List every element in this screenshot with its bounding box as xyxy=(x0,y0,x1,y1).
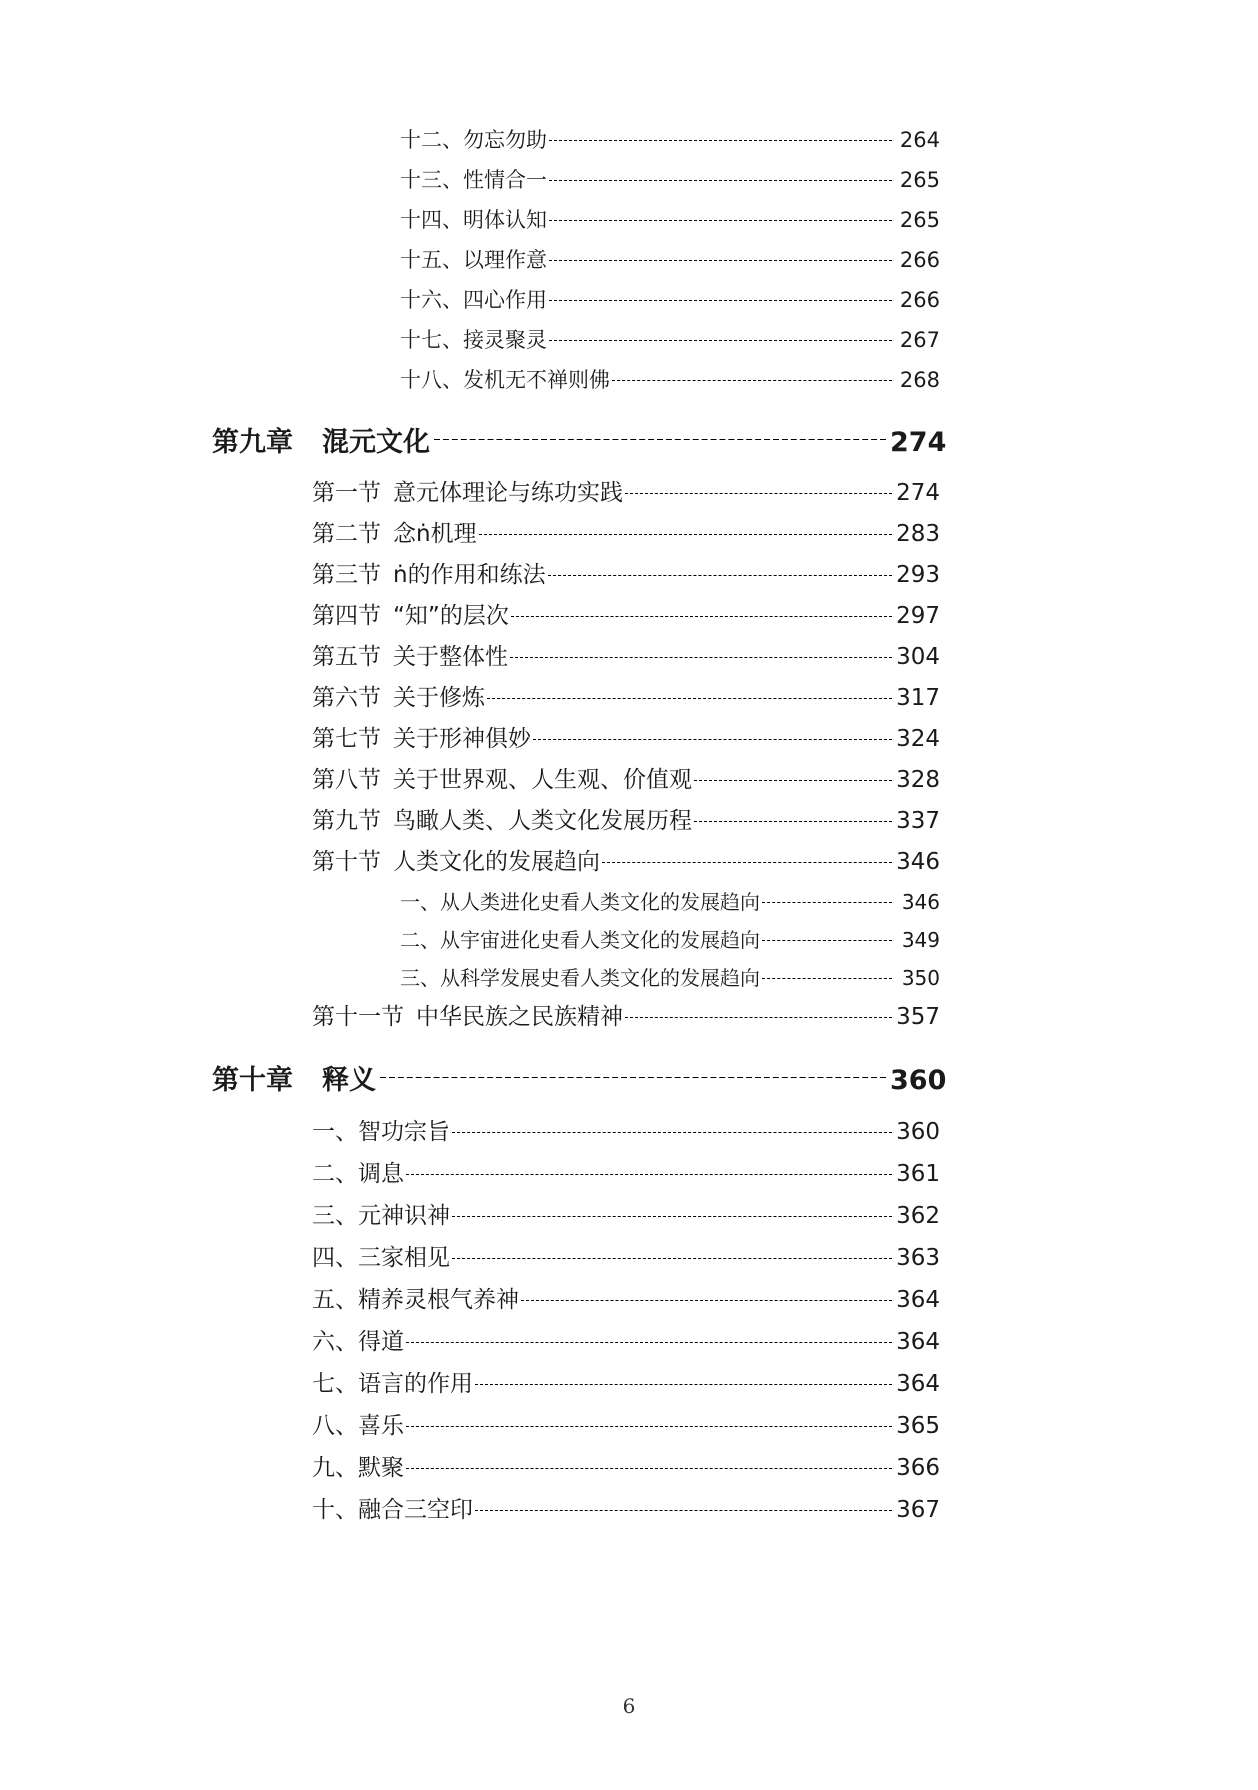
dot-leader xyxy=(625,493,892,494)
section-page: 304 xyxy=(896,644,940,670)
toc-entry[interactable] xyxy=(312,1489,940,1531)
section-number: 第一节 xyxy=(312,480,381,506)
section-number: 第十一节 xyxy=(312,1004,404,1030)
section-label: 关于整体性 xyxy=(393,644,508,670)
dot-leader xyxy=(549,260,892,261)
toc-entry-label: 二、从宇宙进化史看人类文化的发展趋向 xyxy=(400,928,760,952)
section-number: 第四节 xyxy=(312,603,381,629)
dot-leader xyxy=(602,862,892,863)
section-label: 关于形神俱妙 xyxy=(393,726,531,752)
dot-leader xyxy=(475,1510,892,1511)
toc-entry[interactable] xyxy=(312,1279,940,1321)
section-label: 中华民族之民族精神 xyxy=(416,1004,623,1030)
dot-leader xyxy=(406,1174,892,1175)
toc-entry-label: 十、融合三空印 xyxy=(312,1496,473,1523)
dot-leader xyxy=(549,220,892,221)
chapter-page: 274 xyxy=(890,427,947,458)
chapter-title: 混元文化 xyxy=(322,427,430,458)
toc-entry-page: 365 xyxy=(896,1412,940,1439)
toc-entry-page: 265 xyxy=(899,167,940,192)
dot-leader xyxy=(452,1132,892,1133)
toc-entry[interactable] xyxy=(400,320,940,360)
toc-entry-label: 十二、勿忘勿助 xyxy=(400,127,547,152)
section-page: 328 xyxy=(896,767,940,793)
dot-leader xyxy=(533,739,892,740)
dot-leader xyxy=(380,1077,886,1078)
toc-entry-label: 三、元神识神 xyxy=(312,1202,450,1229)
section-page: 324 xyxy=(896,726,940,752)
dot-leader xyxy=(694,780,892,781)
toc-section[interactable] xyxy=(312,997,940,1038)
dot-leader xyxy=(452,1216,892,1217)
section-label: 关于世界观、人生观、价值观 xyxy=(393,767,692,793)
toc-entry-label: 一、智功宗旨 xyxy=(312,1118,450,1145)
chapter-title: 释义 xyxy=(322,1065,376,1096)
section-number: 第二节 xyxy=(312,521,381,547)
toc-section[interactable] xyxy=(312,637,940,678)
toc-entry-page: 366 xyxy=(896,1454,940,1481)
dot-leader xyxy=(612,380,892,381)
dot-leader xyxy=(511,616,892,617)
toc-entry[interactable] xyxy=(312,1363,940,1405)
toc-entry[interactable] xyxy=(400,240,940,280)
toc-entry[interactable] xyxy=(400,160,940,200)
dot-leader xyxy=(434,439,886,440)
toc-entry-label: 十四、明体认知 xyxy=(400,207,547,232)
toc-entry[interactable] xyxy=(312,1153,940,1195)
section-label: ṅ的作用和练法 xyxy=(393,562,546,588)
toc-entry-page: 267 xyxy=(899,327,940,352)
section-number: 第五节 xyxy=(312,644,381,670)
dot-leader xyxy=(406,1468,892,1469)
toc-entry[interactable] xyxy=(312,1195,940,1237)
toc-entry-label: 十六、四心作用 xyxy=(400,287,547,312)
dot-leader xyxy=(406,1342,892,1343)
dot-leader xyxy=(625,1017,892,1018)
toc-entry-label: 八、喜乐 xyxy=(312,1412,404,1439)
toc-entry-label: 七、语言的作用 xyxy=(312,1370,473,1397)
toc-entry-page: 346 xyxy=(901,890,940,914)
toc-entry-page: 364 xyxy=(896,1328,940,1355)
toc-entry-label: 十七、接灵聚灵 xyxy=(400,327,547,352)
toc-entry[interactable] xyxy=(400,120,940,160)
toc-entry-label: 十五、以理作意 xyxy=(400,247,547,272)
toc-entry[interactable] xyxy=(400,959,940,997)
toc-entry[interactable] xyxy=(400,921,940,959)
table-of-contents xyxy=(0,120,1258,1531)
toc-entry[interactable] xyxy=(400,200,940,240)
dot-leader xyxy=(487,698,892,699)
section-page: 346 xyxy=(896,849,940,875)
section-label: 鸟瞰人类、人类文化发展历程 xyxy=(393,808,692,834)
section-page: 293 xyxy=(896,562,940,588)
toc-chapter-9[interactable] xyxy=(212,400,947,473)
toc-section[interactable] xyxy=(312,555,940,596)
dot-leader xyxy=(475,1384,892,1385)
section-page: 297 xyxy=(896,603,940,629)
section-number: 第九节 xyxy=(312,808,381,834)
toc-entry[interactable] xyxy=(400,883,940,921)
toc-entry-page: 363 xyxy=(896,1244,940,1271)
toc-section[interactable] xyxy=(312,719,940,760)
toc-entry-page: 350 xyxy=(901,966,940,990)
toc-entry[interactable] xyxy=(312,1111,940,1153)
toc-entry-page: 362 xyxy=(896,1202,940,1229)
toc-entry-page: 361 xyxy=(896,1160,940,1187)
section-page: 357 xyxy=(896,1004,940,1030)
section-label: 意元体理论与练功实践 xyxy=(393,480,623,506)
toc-entry-label: 四、三家相见 xyxy=(312,1244,450,1271)
chapter-number: 第九章 xyxy=(212,427,293,458)
dot-leader xyxy=(549,180,892,181)
toc-entry-page: 364 xyxy=(896,1286,940,1313)
toc-section[interactable] xyxy=(312,801,940,842)
section-page: 274 xyxy=(896,480,940,506)
dot-leader xyxy=(510,657,892,658)
chapter-number: 第十章 xyxy=(212,1065,293,1096)
dot-leader xyxy=(548,575,892,576)
toc-entry[interactable] xyxy=(400,280,940,320)
section-number: 第十节 xyxy=(312,849,381,875)
page-number: 6 xyxy=(622,1694,636,1718)
section-label: 念ṅ机理 xyxy=(393,521,477,547)
toc-entry-page: 268 xyxy=(899,367,940,392)
toc-section[interactable] xyxy=(312,596,940,637)
dot-leader xyxy=(549,340,892,341)
toc-section[interactable] xyxy=(312,760,940,801)
section-page: 337 xyxy=(896,808,940,834)
toc-section[interactable] xyxy=(312,842,940,883)
toc-entry-label: 三、从科学发展史看人类文化的发展趋向 xyxy=(400,966,760,990)
toc-entry-page: 349 xyxy=(901,928,940,952)
toc-entry-page: 266 xyxy=(899,247,940,272)
toc-entry[interactable] xyxy=(400,360,940,400)
toc-entry-label: 二、调息 xyxy=(312,1160,404,1187)
dot-leader xyxy=(549,300,892,301)
dot-leader xyxy=(549,140,892,141)
dot-leader xyxy=(762,940,892,941)
toc-entry-page: 364 xyxy=(896,1370,940,1397)
toc-entry-page: 265 xyxy=(899,207,940,232)
section-number: 第六节 xyxy=(312,685,381,711)
toc-section[interactable] xyxy=(312,678,940,719)
dot-leader xyxy=(452,1258,892,1259)
toc-entry[interactable] xyxy=(312,1321,940,1363)
chapter-page: 360 xyxy=(890,1065,947,1096)
toc-entry-page: 264 xyxy=(899,127,940,152)
section-label: “知”的层次 xyxy=(393,603,509,629)
toc-entry-page: 266 xyxy=(899,287,940,312)
toc-section[interactable] xyxy=(312,514,940,555)
dot-leader xyxy=(694,821,892,822)
toc-chapter-10[interactable] xyxy=(212,1038,947,1111)
section-page: 317 xyxy=(896,685,940,711)
dot-leader xyxy=(479,534,892,535)
toc-section[interactable] xyxy=(312,473,940,514)
section-page: 283 xyxy=(896,521,940,547)
section-number: 第八节 xyxy=(312,767,381,793)
dot-leader xyxy=(762,978,892,979)
section-label: 人类文化的发展趋向 xyxy=(393,849,600,875)
toc-entry[interactable] xyxy=(312,1447,940,1489)
toc-entry[interactable] xyxy=(312,1237,940,1279)
toc-entry[interactable] xyxy=(312,1405,940,1447)
dot-leader xyxy=(521,1300,892,1301)
section-number: 第三节 xyxy=(312,562,381,588)
dot-leader xyxy=(762,902,892,903)
toc-entry-label: 九、默聚 xyxy=(312,1454,404,1481)
toc-entry-label: 六、得道 xyxy=(312,1328,404,1355)
toc-entry-label: 五、精养灵根气养神 xyxy=(312,1286,519,1313)
section-label: 关于修炼 xyxy=(393,685,485,711)
toc-entry-label: 十八、发机无不禅则佛 xyxy=(400,367,610,392)
toc-entry-page: 360 xyxy=(896,1118,940,1145)
toc-entry-label: 一、从人类进化史看人类文化的发展趋向 xyxy=(400,890,760,914)
toc-entry-label: 十三、性情合一 xyxy=(400,167,547,192)
dot-leader xyxy=(406,1426,892,1427)
toc-entry-page: 367 xyxy=(896,1496,940,1523)
section-number: 第七节 xyxy=(312,726,381,752)
